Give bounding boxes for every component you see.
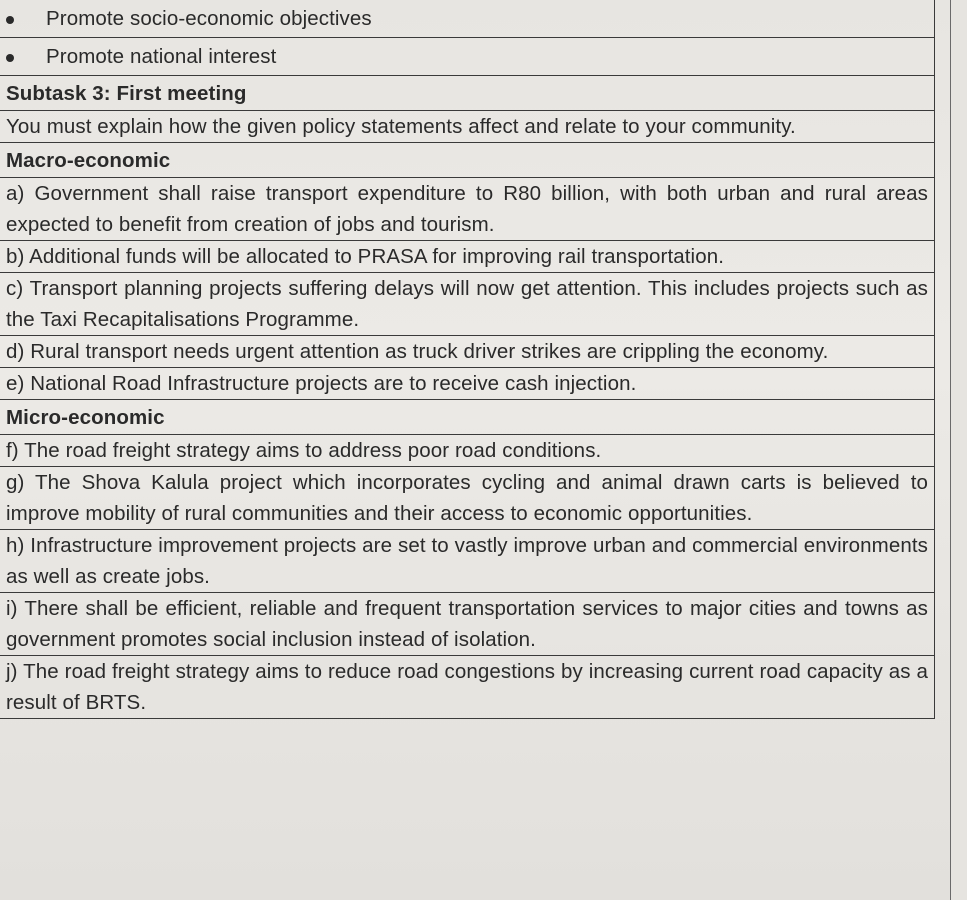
policy-statement-b: b) Additional funds will be allocated to PRASA for improving rail transportation.: [0, 241, 935, 273]
policy-row: [0, 593, 935, 656]
objective-cell: [0, 0, 935, 38]
section-heading-micro: Micro-economic: [0, 400, 935, 435]
bullet-icon: [6, 16, 14, 24]
bullet-icon: [6, 54, 14, 62]
policy-row: [0, 435, 935, 467]
instruction-row: [0, 111, 935, 143]
policy-row: [0, 530, 935, 593]
policy-row: [0, 336, 935, 368]
policy-statement-e: e) National Road Infrastructure projects are to receive cash injection.: [0, 368, 935, 400]
policy-statement-d: d) Rural transport needs urgent attention as truck driver strikes are crippling the economy.: [0, 336, 935, 368]
policy-row: [0, 273, 935, 336]
policy-row: [0, 656, 935, 719]
policy-statement-i: i) There shall be efficient, reliable and frequent transportation services to major cities and towns as government promotes social inclusion instead of isolation.: [0, 593, 935, 656]
policy-row: [0, 368, 935, 400]
subtask-heading-row: [0, 76, 935, 111]
objective-row: [0, 0, 935, 38]
policy-row: [0, 241, 935, 273]
section-heading-macro: Macro-economic: [0, 143, 935, 178]
objective-text: Promote socio-economic objectives: [46, 7, 372, 30]
policy-statement-a: a) Government shall raise transport expenditure to R80 billion, with both urban and rural areas expected to benefit from creation of jobs and tourism.: [0, 178, 935, 241]
policy-row: [0, 467, 935, 530]
section-heading-row: [0, 143, 935, 178]
policy-statement-h: h) Infrastructure improvement projects are set to vastly improve urban and commercial environments as well as create jobs.: [0, 530, 935, 593]
subtask-heading: Subtask 3: First meeting: [0, 76, 935, 111]
objective-cell: [0, 38, 935, 76]
policy-row: [0, 178, 935, 241]
policy-statement-j: j) The road freight strategy aims to reduce road congestions by increasing current road capacity as a result of BRTS.: [0, 656, 935, 719]
subtask-instruction: You must explain how the given policy statements affect and relate to your community.: [0, 111, 935, 143]
section-heading-row: [0, 400, 935, 435]
policy-statement-c: c) Transport planning projects suffering delays will now get attention. This includes projects such as the Taxi Recapitalisations Programme.: [0, 273, 935, 336]
table-right-margin: [950, 0, 967, 900]
policy-statement-f: f) The road freight strategy aims to address poor road conditions.: [0, 435, 935, 467]
objective-row: [0, 38, 935, 76]
policy-statement-g: g) The Shova Kalula project which incorporates cycling and animal drawn carts is believed to improve mobility of rural communities and their access to economic opportunities.: [0, 467, 935, 530]
objective-text: Promote national interest: [46, 45, 277, 68]
